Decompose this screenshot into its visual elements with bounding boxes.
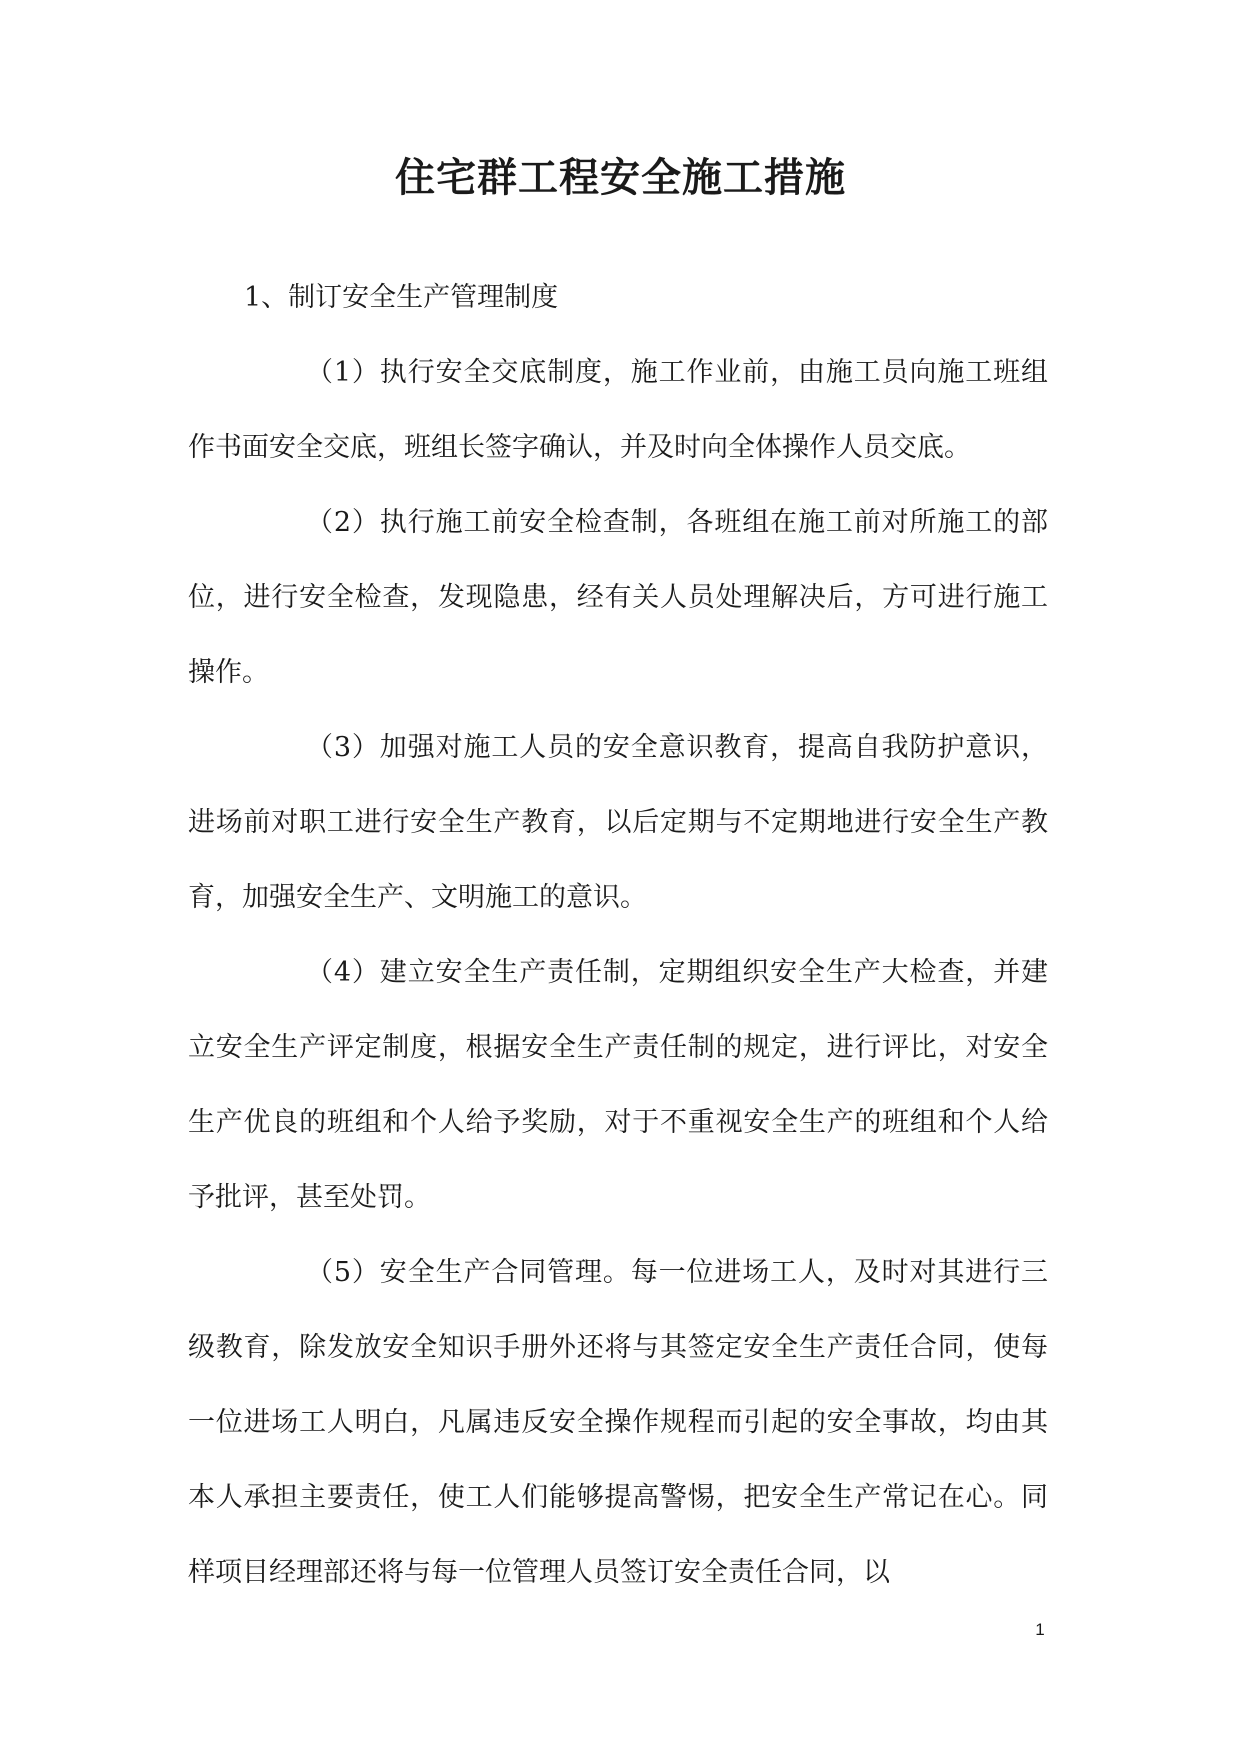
paragraph-5: （5）安全生产合同管理。每一位进场工人，及时对其进行三级教育，除发放安全知识手册外还将与其签定安全生产责任合同，使每一位进场工人明白，凡属违反安全操作规程而引起的安全事故，均由其本人承担主要责任，使工人们能够提高警惕，把安全生产常记在心。同样项目经理部还将与每一位管理人员签订安全责任合同，以 [188, 1257, 1048, 1588]
section-heading: 1、制订安全生产管理制度 [244, 282, 559, 313]
document-body [188, 260, 1048, 1610]
document-title: 住宅群工程安全施工措施 [395, 154, 846, 201]
page-number: 1 [1035, 1620, 1045, 1639]
paragraph-2: （2）执行施工前安全检查制，各班组在施工前对所施工的部位，进行安全检查，发现隐患，经有关人员处理解决后，方可进行施工操作。 [188, 507, 1048, 688]
paragraph-4: （4）建立安全生产责任制，定期组织安全生产大检查，并建立安全生产评定制度，根据安全生产责任制的规定，进行评比，对安全生产优良的班组和个人给予奖励，对于不重视安全生产的班组和个人给予批评，甚至处罚。 [188, 957, 1048, 1213]
paragraph-1: （1）执行安全交底制度，施工作业前，由施工员向施工班组作书面安全交底，班组长签字确认，并及时向全体操作人员交底。 [188, 357, 1048, 463]
paragraph-3: （3）加强对施工人员的安全意识教育，提高自我防护意识，进场前对职工进行安全生产教育，以后定期与不定期地进行安全生产教育，加强安全生产、文明施工的意识。 [188, 732, 1048, 913]
